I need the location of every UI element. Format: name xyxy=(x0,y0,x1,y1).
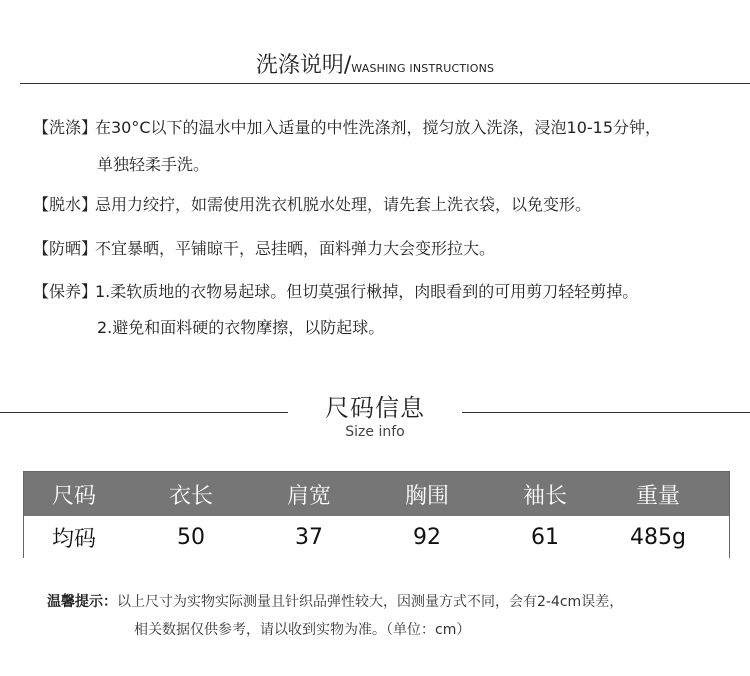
instruction-sun xyxy=(33,239,495,259)
size-table xyxy=(23,471,730,558)
size-subtitle: Size info xyxy=(345,424,405,440)
tip-label: 温馨提示： xyxy=(47,594,117,610)
row-cell-weight: 485g xyxy=(630,525,686,550)
header-cell-length: 衣长 xyxy=(168,483,213,509)
size-table-header xyxy=(24,472,729,516)
row-cell-size: 均码 xyxy=(51,527,96,552)
instruction-tag: 【脱水】 xyxy=(33,195,98,214)
instruction-text: 在30°C以下的温水中加入适量的中性洗涤剂，搅匀放入洗涤，浸泡10-15分钟， xyxy=(95,118,662,137)
washing-divider xyxy=(20,83,750,84)
instruction-text: 不宜暴晒，平铺晾干，忌挂晒，面料弹力大会变形拉大。 xyxy=(95,239,496,258)
instruction-text: 2.避免和面料硬的衣物摩擦，以防起球。 xyxy=(97,318,385,337)
row-cell-shoulder: 37 xyxy=(295,525,323,550)
size-title: 尺码信息 xyxy=(325,394,425,422)
row-cell-chest: 92 xyxy=(413,525,441,550)
tip-line-1 xyxy=(47,591,623,611)
instruction-text: 忌用力绞拧，如需使用洗衣机脱水处理，请先套上洗衣袋，以免变形。 xyxy=(95,195,592,214)
instruction-tag: 【防晒】 xyxy=(33,239,98,258)
washing-title-slash: / xyxy=(343,53,352,78)
instruction-wash xyxy=(33,118,661,138)
instruction-text: 单独轻柔手洗。 xyxy=(97,155,210,174)
instruction-text: 1.柔软质地的衣物易起球。但切莫强行楸掉，肉眼看到的可用剪刀轻轻剪掉。 xyxy=(95,282,639,301)
header-cell-shoulder: 肩宽 xyxy=(286,483,331,509)
header-cell-chest: 胸围 xyxy=(404,483,449,509)
instruction-tag: 【洗涤】 xyxy=(33,118,98,137)
washing-title-en: WASHING INSTRUCTIONS xyxy=(351,62,495,75)
header-cell-sleeve: 袖长 xyxy=(522,483,567,509)
instruction-spin xyxy=(33,195,591,215)
washing-title xyxy=(0,48,750,79)
instruction-wash-cont xyxy=(97,155,209,175)
row-cell-length: 50 xyxy=(177,525,205,550)
instruction-tag: 【保养】 xyxy=(33,282,98,301)
tip-text: 以上尺寸为实物实际测量且针织品弹性较大，因测量方式不同，会有2-4cm误差， xyxy=(117,594,624,610)
tip-line-2 xyxy=(134,619,470,639)
tip-text: 相关数据仅供参考，请以收到实物为准。（单位：cm） xyxy=(134,622,471,638)
header-cell-weight: 重量 xyxy=(635,483,680,509)
table-row xyxy=(24,516,729,559)
instruction-care xyxy=(33,282,638,302)
washing-title-cn: 洗涤说明 xyxy=(255,53,344,78)
row-cell-sleeve: 61 xyxy=(531,525,559,550)
header-cell-size: 尺码 xyxy=(51,483,96,509)
instruction-care-cont xyxy=(97,318,384,338)
